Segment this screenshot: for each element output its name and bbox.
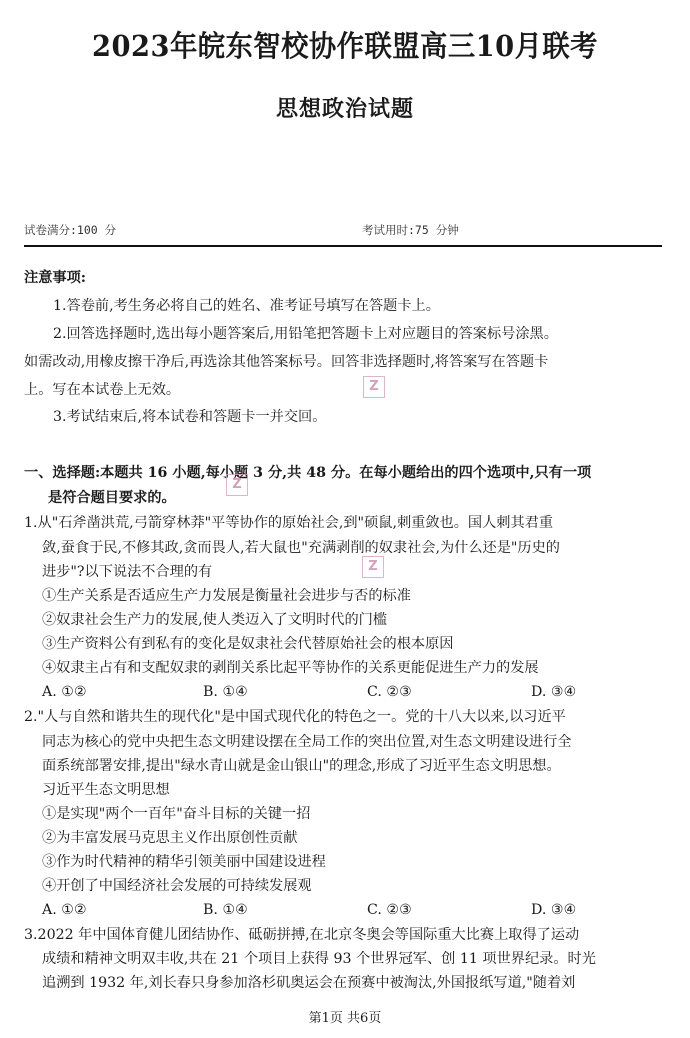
question-2-stem: 2."人与自然和谐共生的现代化"是中国式现代化的特色之一。党的十八大以来,以习近平: [24, 709, 566, 725]
watermark-logo-icon: Z: [363, 376, 385, 398]
watermark-logo-icon: Z: [362, 556, 384, 578]
question-2-option-c: C. ②③: [367, 902, 412, 918]
question-1-option-a: A. ①②: [42, 684, 87, 700]
question-3-stem: 3.2022 年中国体育健儿团结协作、砥砺拼搏,在北京冬奥会等国际重大比赛上取得了运动: [24, 927, 580, 943]
question-3-stem: 追溯到 1932 年,刘长春只身参加洛杉矶奥运会在预赛中被淘汰,外国报纸写道,"随着刘: [42, 975, 576, 991]
header-divider: [24, 245, 662, 247]
question-2-option-b: B. ①④: [203, 902, 248, 918]
question-2-item: ③作为时代精神的精华引领美丽中国建设进程: [42, 854, 326, 870]
question-1-item: ②奴隶社会生产力的发展,使人类迈入了文明时代的门槛: [42, 612, 388, 628]
watermark-logo-icon: Z: [226, 474, 248, 496]
question-3-stem: 成绩和精神文明双丰收,共在 21 个项目上获得 93 个世界冠军、创 11 项世界纪录。时光: [42, 951, 596, 967]
notice-line: 上。写在本试卷上无效。: [24, 382, 181, 398]
question-1-item: ③生产资料公有到私有的变化是奴隶社会代替原始社会的根本原因: [42, 636, 454, 652]
page-footer: 第1页 共6页: [308, 1011, 382, 1026]
question-1-option-c: C. ②③: [367, 684, 412, 700]
question-2-item: ②为丰富发展马克思主义作出原创性贡献: [42, 830, 298, 846]
notice-line: 3.考试结束后,将本试卷和答题卡一并交回。: [53, 409, 327, 425]
question-1-stem: 1.从"石斧凿洪荒,弓箭穿林莽"平等协作的原始社会,到"硕鼠,刺重敛也。国人刺其君重: [24, 515, 554, 531]
notice-line: 1.答卷前,考生务必将自己的姓名、准考证号填写在答题卡上。: [53, 298, 440, 314]
question-2-stem: 同志为核心的党中央把生态文明建设摆在全局工作的突出位置,对生态文明建设进行全: [42, 734, 572, 750]
notice-heading: 注意事项:: [24, 270, 86, 286]
section-heading-cont: 是符合题目要求的。: [48, 490, 176, 506]
question-2-item: ④开创了中国经济社会发展的可持续发展观: [42, 878, 312, 894]
section-heading: 一、选择题:本题共 16 小题,每小题 3 分,共 48 分。在每小题给出的四个选项中,只有一项: [24, 465, 592, 481]
exam-title: 2023年皖东智校协作联盟高三10月联考: [92, 29, 598, 63]
question-2-option-d: D. ③④: [531, 902, 577, 918]
question-2-stem: 面系统部署安排,提出"绿水青山就是金山银山"的理念,形成了习近平生态文明思想。: [42, 758, 561, 774]
question-2-option-a: A. ①②: [42, 902, 87, 918]
question-1-item: ①生产关系是否适应生产力发展是衡量社会进步与否的标准: [42, 588, 411, 604]
question-1-item: ④奴隶主占有和支配奴隶的剥削关系比起平等协作的关系更能促进生产力的发展: [42, 660, 539, 676]
question-2-stem: 习近平生态文明思想: [42, 782, 170, 798]
full-score: 试卷满分:100 分: [24, 223, 117, 237]
question-2-item: ①是实现"两个一百年"奋斗目标的关键一招: [42, 806, 311, 822]
exam-subject: 思想政治试题: [275, 96, 414, 122]
time-limit: 考试用时:75 分钟: [362, 223, 459, 237]
question-1-option-b: B. ①④: [203, 684, 248, 700]
question-1-stem: 敛,蚕食于民,不修其政,贪而畏人,若大鼠也"充满剥削的奴隶社会,为什么还是"历史的: [42, 540, 560, 556]
question-1-option-d: D. ③④: [531, 684, 577, 700]
notice-line: 如需改动,用橡皮擦干净后,再选涂其他答案标号。回答非选择题时,将答案写在答题卡: [24, 354, 549, 370]
notice-line: 2.回答选择题时,选出每小题答案后,用铅笔把答题卡上对应题目的答案标号涂黑。: [53, 326, 558, 342]
question-1-stem: 进步"?以下说法不合理的有: [42, 564, 213, 580]
